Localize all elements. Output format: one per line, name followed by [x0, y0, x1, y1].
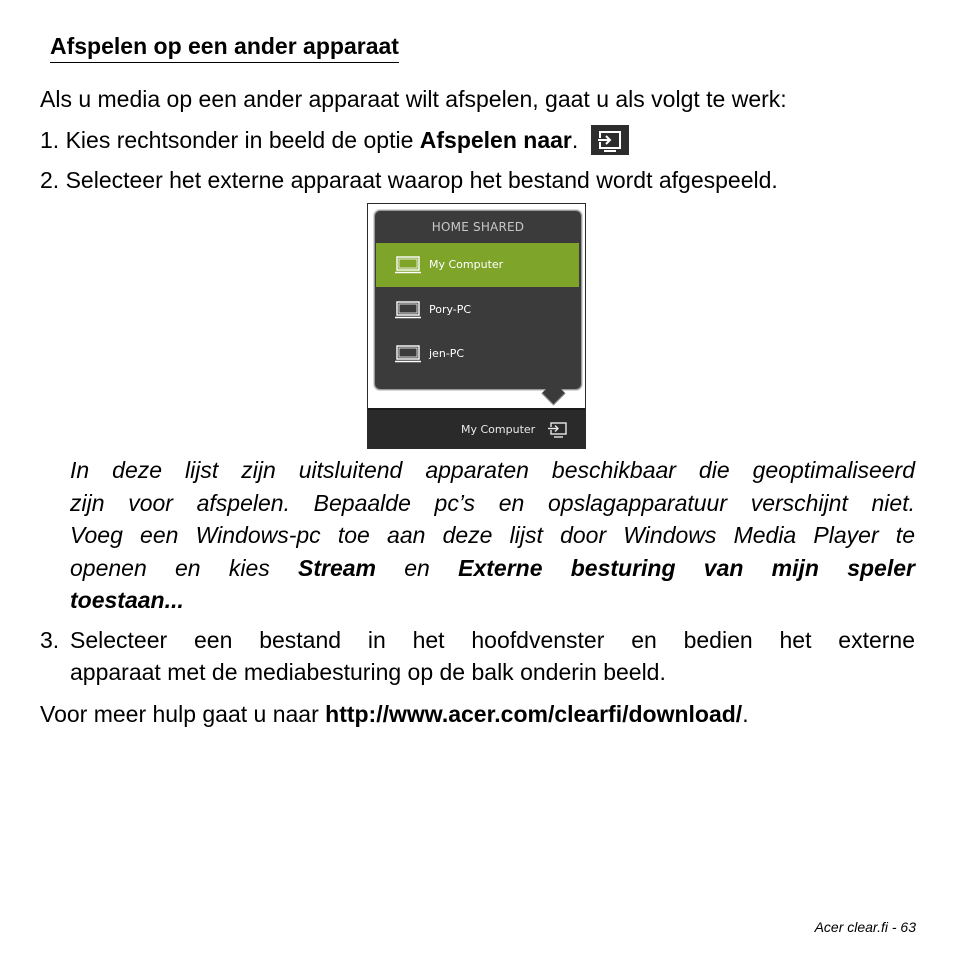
step-1-period: .: [571, 127, 579, 153]
device-item-jen-pc[interactable]: [376, 332, 579, 376]
laptop-icon: [395, 344, 421, 364]
step-1-number: 1.: [40, 127, 60, 153]
note-line: zijn voor afspelen. Bepaalde pc’s en opslagapparatuur verschijnt niet.: [70, 489, 915, 516]
step-3-number: 3.: [40, 627, 60, 653]
help-text: [40, 700, 749, 728]
help-link[interactable]: http://www.acer.com/clearfi/download/: [325, 701, 743, 727]
popup-pointer: [541, 381, 565, 405]
intro-text: Als u media op een ander apparaat wilt afspelen, gaat u als volgt te werk:: [40, 86, 787, 112]
bottom-bar: [368, 408, 585, 449]
play-to-icon: [591, 125, 629, 155]
note-text: en: [376, 554, 459, 581]
device-popup: [374, 210, 582, 390]
play-to-icon[interactable]: [546, 421, 568, 439]
note-line: In deze lijst zijn uitsluitend apparaten beschikbaar die geoptimaliseerd: [70, 457, 915, 483]
step-1: [40, 125, 629, 155]
device-item-my-computer[interactable]: [376, 243, 579, 287]
popup-header: HOME SHARED: [431, 220, 525, 234]
note-stream-option: Stream: [298, 554, 376, 581]
note-line: toestaan...: [70, 587, 184, 613]
device-label: My Computer: [429, 258, 504, 271]
note-text: openen en kies: [70, 554, 299, 581]
page-number: 63: [900, 919, 916, 935]
step-2-text: Selecteer het externe apparaat waarop het bestand wordt afgespeeld.: [65, 167, 778, 193]
step-1-option: Afspelen naar: [419, 127, 572, 153]
step-2: [40, 166, 778, 194]
footer-title: Acer clear.fi -: [814, 919, 901, 935]
device-item-pory-pc[interactable]: [376, 288, 579, 332]
step-1-text: Kies rechtsonder in beeld de optie: [65, 127, 420, 153]
device-label: Pory-PC: [429, 303, 472, 316]
note-remote-option: Externe besturing van mijn speler: [458, 554, 915, 581]
note-line: Voeg een Windows-pc toe aan deze lijst door Windows Media Player te: [70, 522, 915, 548]
step-2-number: 2.: [40, 167, 60, 193]
help-prefix: Voor meer hulp gaat u naar: [40, 701, 326, 727]
current-device-label: My Computer: [461, 423, 536, 436]
play-to-screenshot: [367, 203, 586, 449]
laptop-icon: [395, 300, 421, 320]
page-heading: Afspelen op een ander apparaat: [50, 32, 399, 63]
page-footer: [815, 918, 916, 936]
note-line: [70, 552, 915, 585]
device-label: jen-PC: [429, 347, 465, 360]
step-3-line: apparaat met de mediabesturing op de balk onderin beeld.: [70, 659, 666, 685]
help-period: .: [742, 701, 749, 727]
laptop-icon: [395, 255, 421, 275]
step-3: [40, 624, 915, 688]
info-note: [70, 454, 915, 617]
step-3-line: Selecteer een bestand in het hoofdvenster en bedien het externe: [70, 627, 915, 653]
